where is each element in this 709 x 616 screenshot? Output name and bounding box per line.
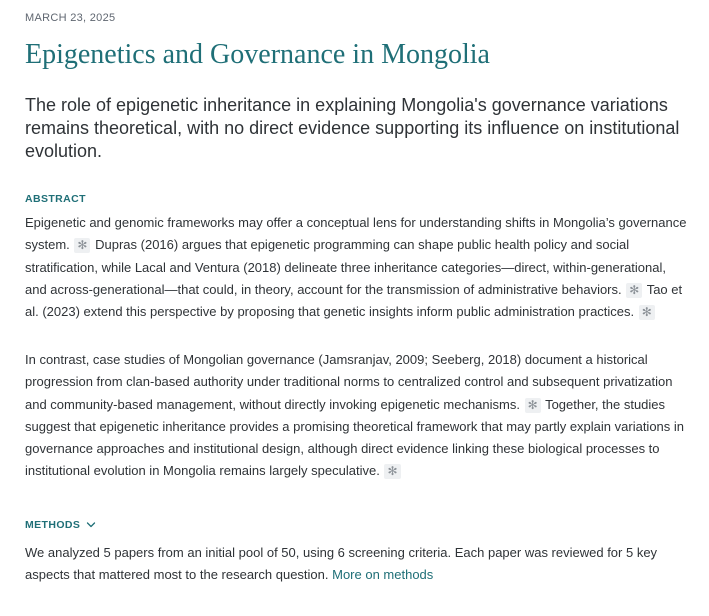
abstract-sentence: Together, the studies suggest that epigenetic inheritance provides a promising theoretical framework that may partly explain variations in governance approaches and institutional design, although direct evidence linking these biological processes to institutional evolution in Mongolia remains largely speculative. xyxy=(25,396,685,479)
abstract-sentence: Tao et al. (2023) extend this perspective by proposing that genetic insights inform public administration practices. xyxy=(25,281,683,320)
abstract-label: ABSTRACT xyxy=(25,193,86,205)
methods-text: We analyzed 5 papers from an initial pool of 50, using 6 screening criteria. Each paper was reviewed for 5 key aspects that mattered most to the research question. xyxy=(25,545,658,583)
abstract-sentence: In contrast, case studies of Mongolian governance (Jamsranjav, 2009; Seeberg, 2018) document a historical progression from clan-based authority under traditional norms to centralized control and subsequent privatization and community-based management, without directly invoking epigenetic mechanisms. xyxy=(25,352,673,412)
methods-label: METHODS xyxy=(25,519,81,531)
methods-toggle[interactable] xyxy=(25,519,96,531)
abstract-heading xyxy=(25,193,86,205)
citation-icon[interactable]: ✻ xyxy=(525,398,541,413)
abstract-paragraph-1 xyxy=(25,212,690,323)
citation-icon[interactable]: ✻ xyxy=(74,238,90,253)
publication-date: MARCH 23, 2025 xyxy=(25,12,116,24)
abstract-sentence: Dupras (2016) argues that epigenetic programming can shape public health policy and social stratification, while Lacal and Ventura (2018) delineate three inheritance categories—direct, within-generational, and across-generational—that could, in theory, account for the transmission of administrative behaviors. xyxy=(25,237,666,297)
page-title: Epigenetics and Governance in Mongolia xyxy=(25,39,490,70)
more-on-methods-link[interactable]: More on methods xyxy=(332,567,434,583)
citation-icon[interactable]: ✻ xyxy=(639,305,655,320)
abstract-paragraph-2 xyxy=(25,349,690,483)
methods-paragraph xyxy=(25,542,690,587)
article-summary: The role of epigenetic inheritance in explaining Mongolia's governance variations remains theoretical, with no direct evidence supporting its influence on institutional evolution. xyxy=(25,95,680,161)
citation-icon[interactable]: ✻ xyxy=(384,464,400,479)
chevron-down-icon xyxy=(86,520,96,530)
abstract-sentence: Epigenetic and genomic frameworks may offer a conceptual lens for understanding shifts in Mongolia’s governance system. xyxy=(25,215,687,253)
citation-icon[interactable]: ✻ xyxy=(626,283,642,298)
